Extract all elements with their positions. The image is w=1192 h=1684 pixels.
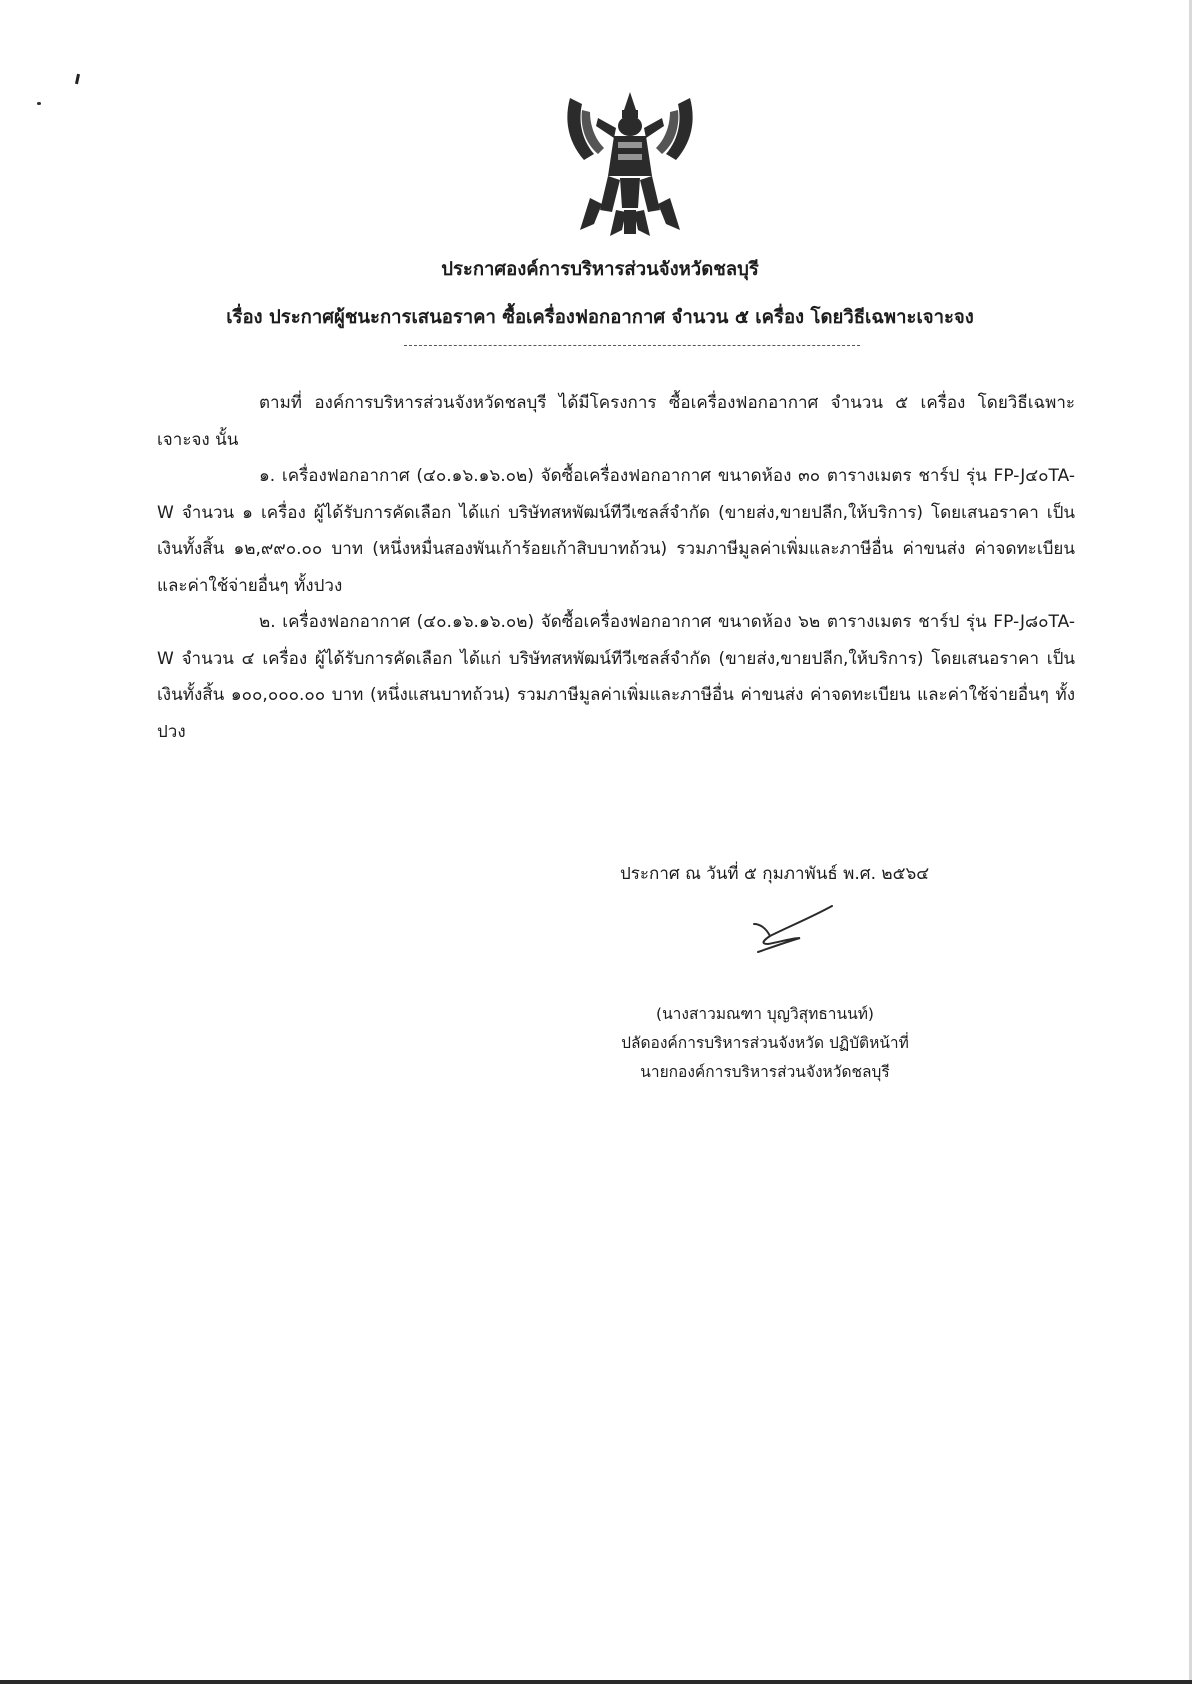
scan-speck <box>75 74 80 84</box>
document-body <box>157 385 1075 750</box>
document-subject: เรื่อง ประกาศผู้ชนะการเสนอราคา ซื้อเครื่องฟอกอากาศ จำนวน ๕ เครื่อง โดยวิธีเฉพาะเจาะจง <box>226 307 974 328</box>
scan-speck <box>37 102 41 105</box>
item-paragraph-2: ๒. เครื่องฟอกอากาศ (๔๐.๑๖.๑๖.๐๒) จัดซื้อเครื่องฟอกอากาศ ขนาดห้อง ๖๒ ตารางเมตร ชาร์ป รุ่น FP-J๘๐TA-W จำนวน ๔ เครื่อง ผู้ได้รับการคัดเลือก ได้แก่ บริษัทสหพัฒน์ทีวีเซลส์จำกัด (ขายส่ง,ขายปลีก,ให้บริการ) โดยเสนอราคา เป็นเงินทั้งสิ้น ๑๐๐,๐๐๐.๐๐ บาท (หนึ่งแสนบาทถ้วน) รวมภาษีมูลค่าเพิ่มและภาษีอื่น ค่าขนส่ง ค่าจดทะเบียน และค่าใช้จ่ายอื่นๆ ทั้งปวง <box>157 612 1075 742</box>
scan-edge-bottom <box>0 1680 1192 1684</box>
signatory-name: (นางสาวมณฑา บุญวิสุทธานนท์) <box>656 1005 874 1023</box>
signature-block <box>600 1000 930 1087</box>
garuda-emblem-icon <box>560 80 700 240</box>
signatory-acting-as: นายกองค์การบริหารส่วนจังหวัดชลบุรี <box>640 1063 890 1081</box>
announce-date: ประกาศ ณ วันที่ ๕ กุมภาพันธ์ พ.ศ. ๒๕๖๔ <box>620 864 930 884</box>
separator-line <box>404 345 860 346</box>
signatory-position: ปลัดองค์การบริหารส่วนจังหวัด ปฏิบัติหน้าที่ <box>621 1034 909 1052</box>
handwritten-signature-icon <box>740 898 840 958</box>
item-paragraph-1: ๑. เครื่องฟอกอากาศ (๔๐.๑๖.๑๖.๐๒) จัดซื้อเครื่องฟอกอากาศ ขนาดห้อง ๓๐ ตารางเมตร ชาร์ป รุ่น FP-J๔๐TA-W จำนวน ๑ เครื่อง ผู้ได้รับการคัดเลือก ได้แก่ บริษัทสหพัฒน์ทีวีเซลส์จำกัด (ขายส่ง,ขายปลีก,ให้บริการ) โดยเสนอราคา เป็นเงินทั้งสิ้น ๑๒,๙๙๐.๐๐ บาท (หนึ่งหมื่นสองพันเก้าร้อยเก้าสิบบาทถ้วน) รวมภาษีมูลค่าเพิ่มและภาษีอื่น ค่าขนส่ง ค่าจดทะเบียน และค่าใช้จ่ายอื่นๆ ทั้งปวง <box>157 466 1075 596</box>
document-title: ประกาศองค์การบริหารส่วนจังหวัดชลบุรี <box>441 259 759 280</box>
intro-paragraph: ตามที่ องค์การบริหารส่วนจังหวัดชลบุรี ได้มีโครงการ ซื้อเครื่องฟอกอากาศ จำนวน ๕ เครื่อง โดยวิธีเฉพาะเจาะจง นั้น <box>157 393 1075 450</box>
